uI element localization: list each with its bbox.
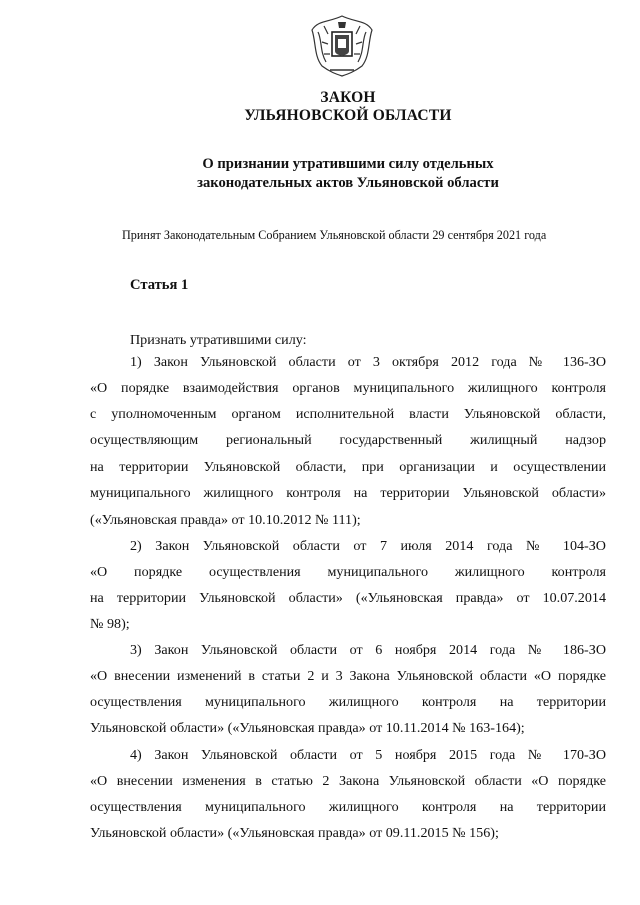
text-line: с уполномоченным органом исполнительной власти Ульяновской области, <box>90 406 606 422</box>
text-line: осуществляющим региональный государственный жилищный надзор <box>90 432 606 448</box>
text-line: № 98); <box>90 616 130 632</box>
region-title: УЛЬЯНОВСКОЙ ОБЛАСТИ <box>244 107 452 124</box>
text-line: «О порядке взаимодействия органов муниципального жилищного контроля <box>90 380 606 396</box>
text-line: на территории Ульяновской области» («Ульяновская правда» от 10.07.2014 <box>90 590 606 606</box>
text-line: «О порядке осуществления муниципального жилищного контроля <box>90 564 606 580</box>
text-line: Ульяновской области» («Ульяновская правда» от 09.11.2015 № 156); <box>90 825 499 841</box>
text-line: муниципального жилищного контроля на территории Ульяновской области» <box>90 485 606 501</box>
text-line: осуществления муниципального жилищного контроля на территории <box>90 799 606 815</box>
text-line: «О внесении изменений в статьи 2 и 3 Закона Ульяновской области «О порядке <box>90 668 606 684</box>
law-title: ЗАКОН <box>320 89 376 106</box>
article-intro: Признать утратившими силу: <box>130 332 307 348</box>
text-line: «О внесении изменения в статью 2 Закона Ульяновской области «О порядке <box>90 773 606 789</box>
document-subtitle-line-2: законодательных актов Ульяновской области <box>197 175 499 191</box>
article-heading: Статья 1 <box>130 277 189 293</box>
text-line: 3) Закон Ульяновской области от 6 ноября 2014 года № 186-ЗО <box>130 642 606 658</box>
text-line: 4) Закон Ульяновской области от 5 ноября 2015 года № 170-ЗО <box>130 747 606 763</box>
text-line: осуществления муниципального жилищного контроля на территории <box>90 694 606 710</box>
text-line: Ульяновской области» («Ульяновская правда» от 10.11.2014 № 163-164); <box>90 720 525 736</box>
adoption-note: Принят Законодательным Собранием Ульяновской области 29 сентября 2021 года <box>122 228 547 242</box>
coat-of-arms-icon <box>308 12 376 78</box>
text-line: («Ульяновская правда» от 10.10.2012 № 111); <box>90 512 361 528</box>
text-line: 1) Закон Ульяновской области от 3 октября 2012 года № 136-ЗО <box>130 354 606 370</box>
text-line: 2) Закон Ульяновской области от 7 июля 2014 года № 104-ЗО <box>130 538 606 554</box>
text-line: на территории Ульяновской области, при организации и осуществлении <box>90 459 606 475</box>
document-subtitle-line-1: О признании утратившими силу отдельных <box>202 156 494 172</box>
